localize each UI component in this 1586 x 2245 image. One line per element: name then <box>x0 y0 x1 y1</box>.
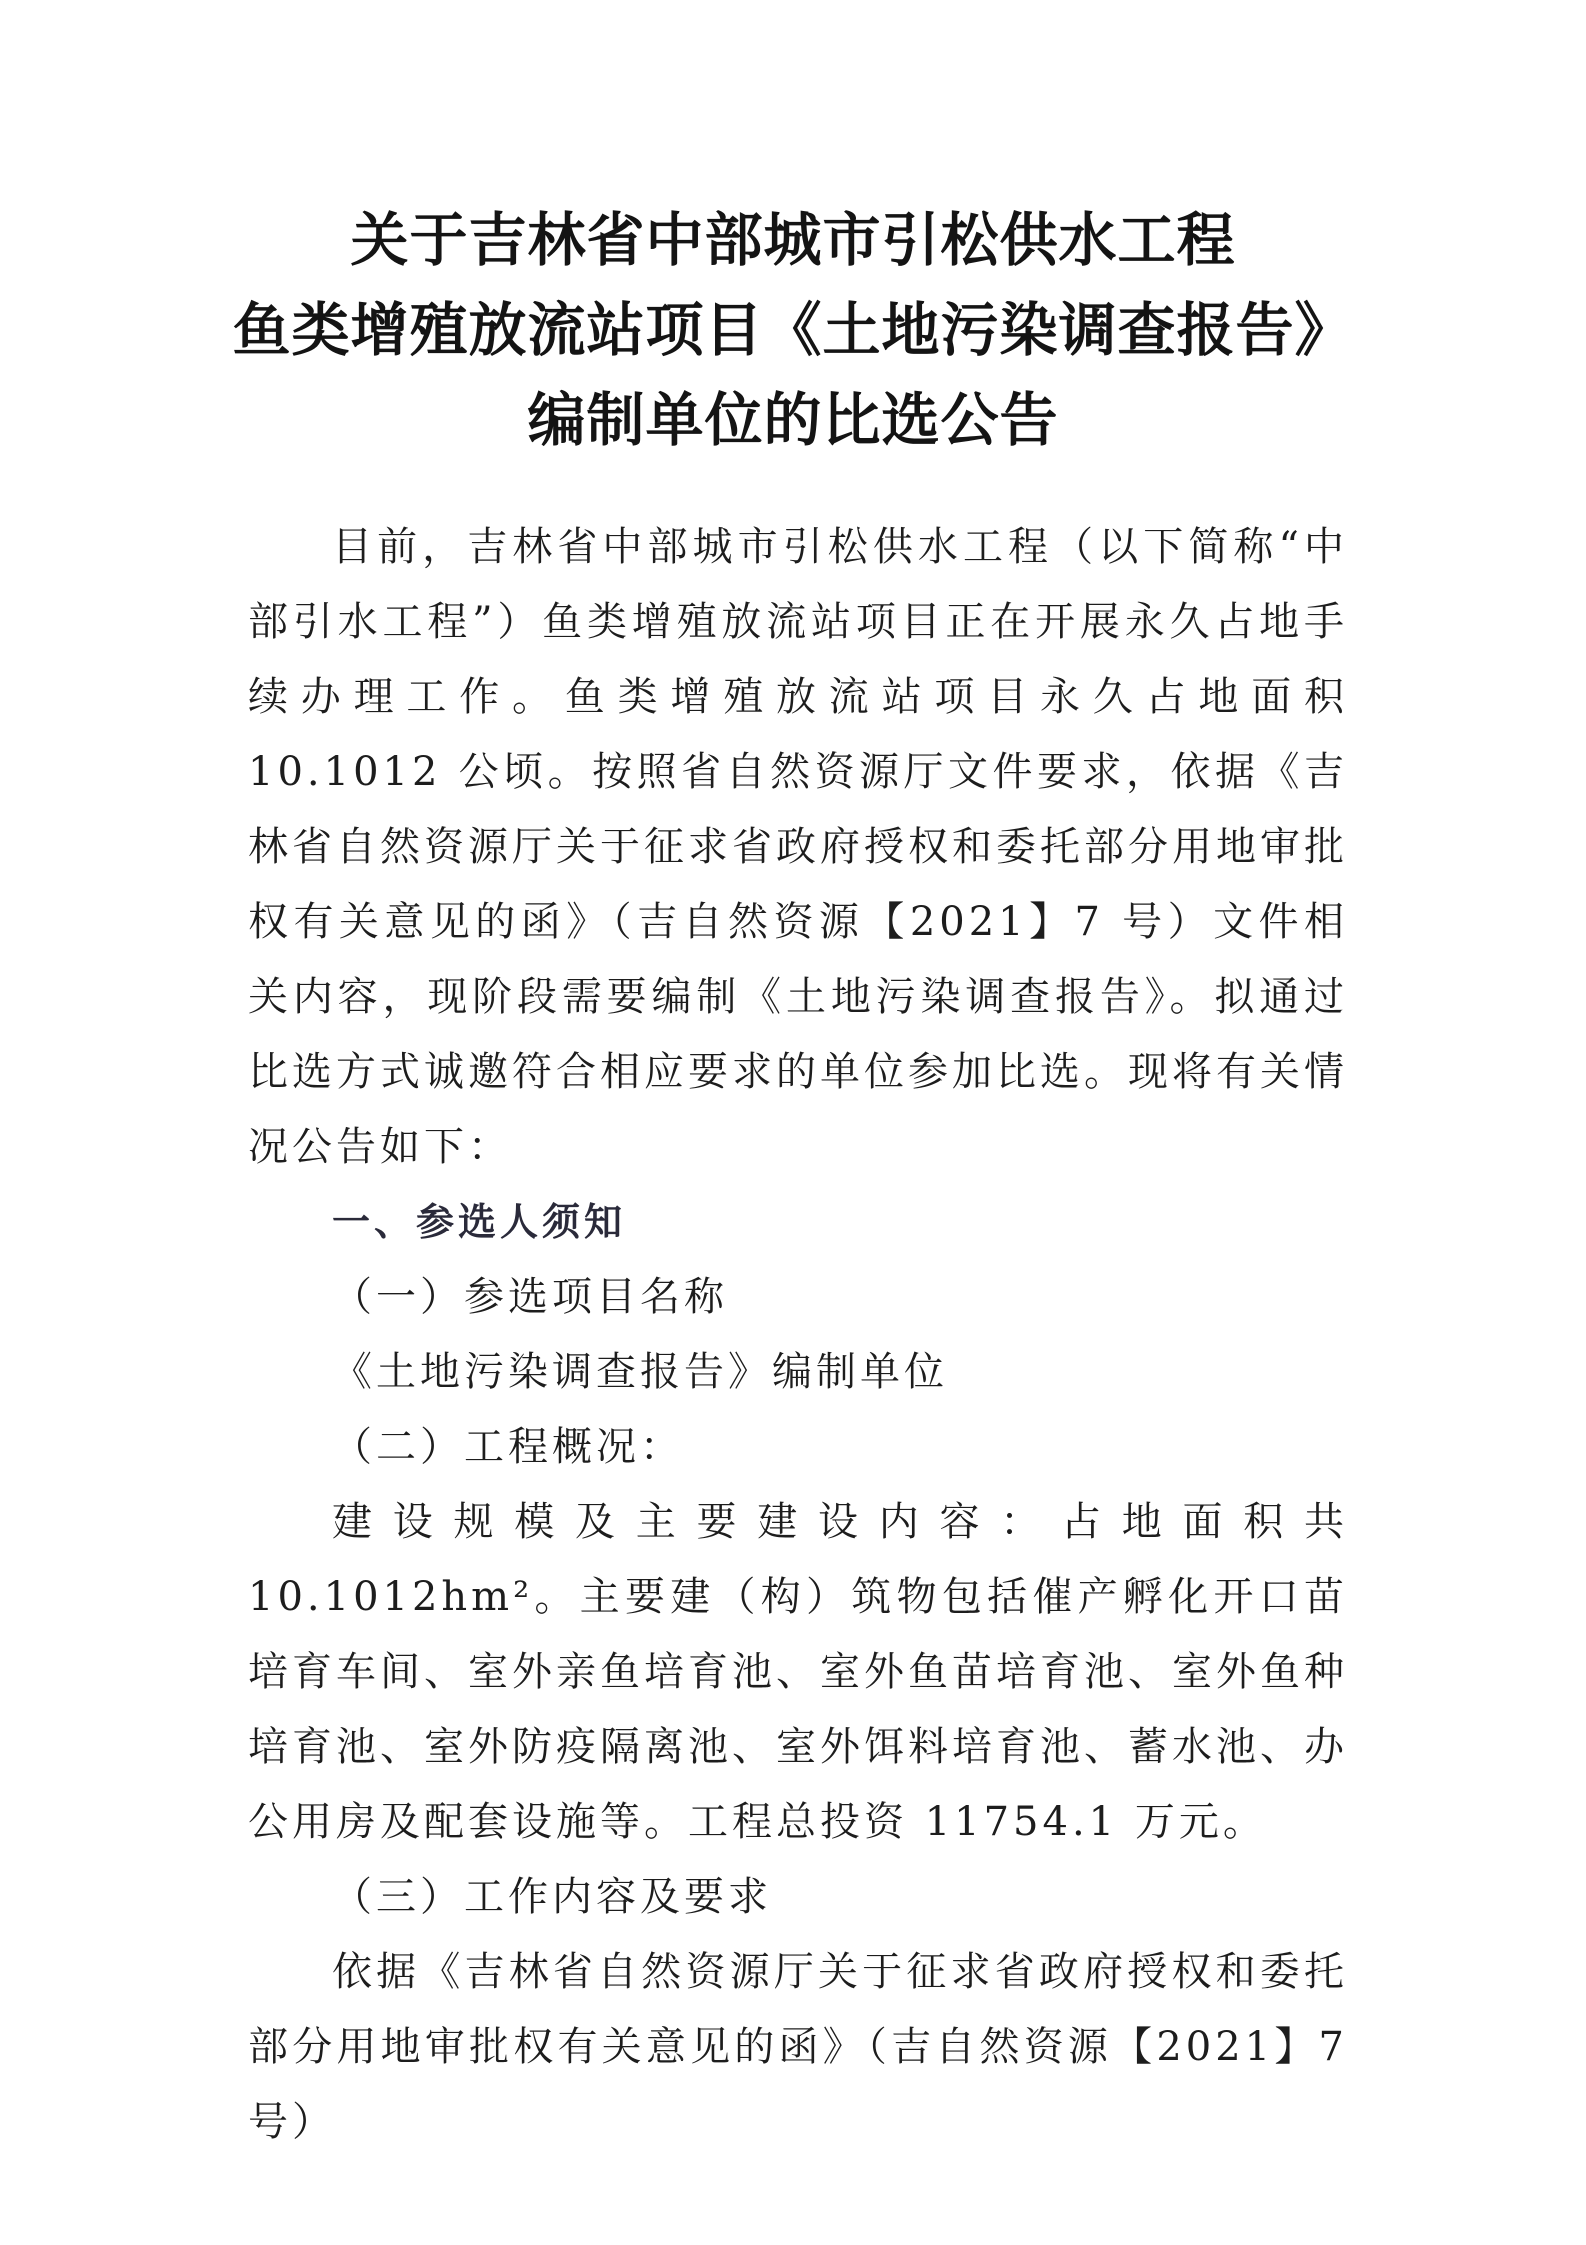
item-2-text: 建设规模及主要建设内容：占地面积共 10.1012hm²。主要建（构）筑物包括催产孵化开口苗培育车间、室外亲鱼培育池、室外鱼苗培育池、室外鱼种培育池、室外防疫隔离池、室外饵料培育池、蓄水池、办公用房及配套设施等。工程总投资 11754.1 万元。 <box>248 1499 1348 1845</box>
item-3-text: 依据《吉林省自然资源厅关于征求省政府授权和委托部分用地审批权有关意见的函》（吉自然资源【2021】7 号） <box>248 1949 1348 2145</box>
item-1-heading: （一）参选项目名称 <box>332 1274 728 1320</box>
item-1-text: 《土地污染调查报告》编制单位 <box>332 1349 948 1395</box>
intro-paragraph: 目前，吉林省中部城市引松供水工程（以下简称“中部引水工程”）鱼类增殖放流站项目正在开展永久占地手续办理工作。鱼类增殖放流站项目永久占地面积 10.1012 公顷。按照省自然资源厅文件要求，依据《吉林省自然资源厅关于征求省政府授权和委托部分用地审批权有关意见的函》（吉自然资源【2021】7 号）文件相关内容，现阶段需要编制《土地污染调查报告》。拟通过比选方式诚邀符合相应要求的单位参加比选。现将有关情况公告如下： <box>248 524 1348 1170</box>
document-title-line-2: 鱼类增殖放流站项目《土地污染调查报告》 <box>232 296 1354 364</box>
document-title-line-1: 关于吉林省中部城市引松供水工程 <box>350 206 1236 274</box>
item-3-heading: （三）工作内容及要求 <box>332 1874 772 1920</box>
document-body <box>248 510 1348 2160</box>
section-heading: 一、参选人须知 <box>332 1200 627 1244</box>
item-2-heading: （二）工程概况： <box>332 1424 684 1470</box>
document-title-line-3: 编制单位的比选公告 <box>527 386 1059 454</box>
